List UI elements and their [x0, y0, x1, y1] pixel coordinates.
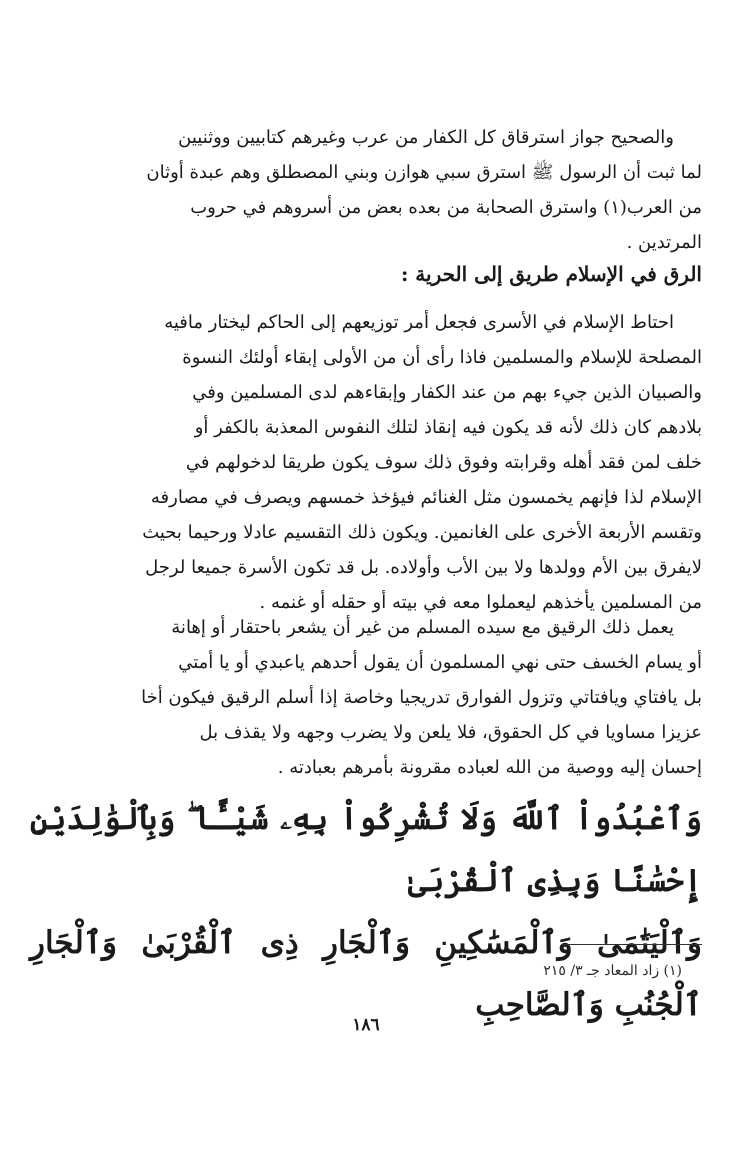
- paragraph-3-line: بل يافتاي ويافتاتي وتزول الفوارق تدريجيا وخاصة إذا أسلم الرقيق فيكون أخا: [141, 687, 702, 708]
- paragraph-3-line: يعمل ذلك الرقيق مع سيده المسلم من غير أن يشعر باحتقار أو إهانة: [171, 617, 674, 638]
- paragraph-2-line: الإسلام لذا فإنهم يخمسون مثل الغنائم فيؤخذ خمسهم ويصرف في مصارفه: [150, 487, 702, 508]
- paragraph-2-line: والصبيان الذين جيء بهم من عند الكفار وإبقاءهم لدى المسلمين وفي: [192, 382, 702, 403]
- paragraph-3-line: عزيزا مساويا في كل الحقوق، فلا يلعن ولا يضرب وجهه ولا يقذف بل: [199, 722, 702, 743]
- quran-verse: [30, 788, 702, 1036]
- paragraph-3: [30, 610, 702, 785]
- page-number: ١٨٦: [352, 1015, 380, 1035]
- footnote: (١) زاد المعاد جـ ٣/ ٢١٥: [543, 963, 682, 979]
- paragraph-2-line: المصلحة للإسلام والمسلمين فاذا رأى أن من الأولى إبقاء أولئك النسوة: [182, 347, 702, 368]
- quran-verse-line: وَٱعْبُدُواْ ٱللَّهَ وَلَا تُشْرِكُواْ بِهِۦ شَيْـًٔا ۖ وَبِٱلْوَٰلِدَيْنِ إِحْسَٰنًا وَبِذِى ٱلْقُرْبَىٰ: [30, 801, 702, 899]
- section-heading: الرق في الإسلام طريق إلى الحرية :: [400, 262, 702, 286]
- paragraph-2-line: احتاط الإسلام في الأسرى فجعل أمر توزيعهم إلى الحاكم ليختار مافيه: [164, 312, 674, 333]
- paragraph-2-line: لايفرق بين الأم وولدها ولا بين الأب وأولاده. بل قد تكون الأسرة جميعا لرجل: [145, 557, 702, 578]
- paragraph-1: [30, 120, 702, 260]
- paragraph-2-line: وتقسم الأربعة الأخرى على الغانمين. ويكون ذلك التقسيم عادلا ورحيما بحيث: [142, 522, 702, 543]
- paragraph-2-line: بلادهم كان ذلك لأنه قد يكون فيه إنقاذ لتلك النفوس المعذبة بالكفر أو: [194, 417, 702, 438]
- footnote-divider: [562, 944, 702, 945]
- paragraph-1-line: لما ثبت أن الرسول ﷺ استرق سبي هوازن وبني المصطلق وهم عبدة أوثان: [146, 162, 702, 183]
- paragraph-2: [30, 305, 702, 620]
- paragraph-1-line: المرتدين .: [626, 232, 702, 253]
- paragraph-1-line: من العرب(١) واسترق الصحابة من بعده بعض من أسروهم في حروب: [190, 197, 702, 218]
- paragraph-3-line: أو يسام الخسف حتى نهي المسلمون أن يقول أحدهم ياعبدي أو يا أمتي: [178, 652, 702, 673]
- paragraph-1-line: والصحيح جواز استرقاق كل الكفار من عرب وغيرهم كتابيين ووثنيين: [178, 127, 674, 148]
- paragraph-3-line: إحسان إليه ووصية من الله لعباده مقرونة بأمرهم بعبادته .: [277, 757, 702, 778]
- paragraph-2-line: خلف لمن فقد أهله وقرابته وفوق ذلك سوف يكون طريقا لدخولهم في: [185, 452, 702, 473]
- quran-verse-line: وَٱلْيَتَٰمَىٰ وَٱلْمَسَٰكِينِ وَٱلْجَارِ ذِى ٱلْقُرْبَىٰ وَٱلْجَارِ ٱلْجُنُبِ وَٱلصَّاحِبِ: [30, 925, 702, 1023]
- paragraph-2-line: من المسلمين يأخذهم ليعملوا معه في بيته أو حقله أو غنمه .: [259, 592, 702, 613]
